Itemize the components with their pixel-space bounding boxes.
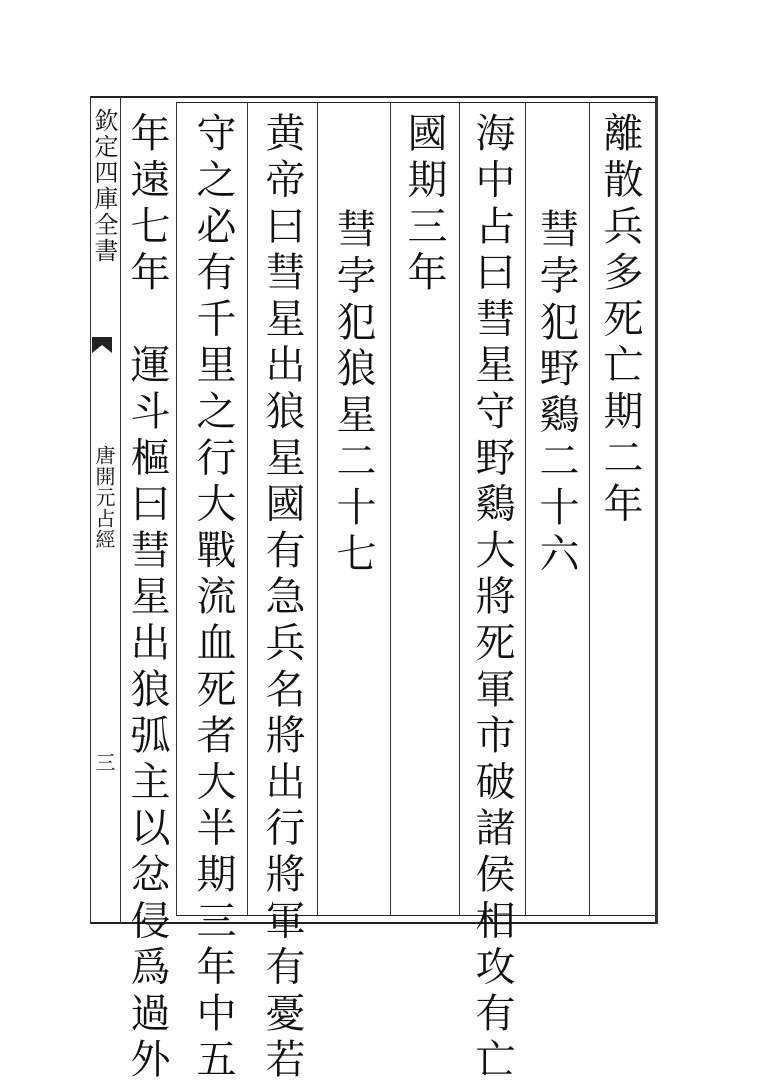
text-column-2: 彗孛犯野鷄二十六 <box>533 208 579 579</box>
column-divider <box>459 102 460 916</box>
text-column-8: 年遠七年 運斗樞曰彗星出狼弧主以忿侵爲過外 <box>124 112 170 1084</box>
column-divider <box>525 102 526 916</box>
frame-top-inner-line <box>176 102 658 103</box>
text-column-3: 海中占曰彗星守野鷄大將死軍市破諸侯相攻有亡 <box>469 112 515 1084</box>
margin-page-number: 三 <box>92 752 116 773</box>
text-column-1: 離散兵多死亡期二年 <box>597 112 643 529</box>
column-divider <box>390 102 391 916</box>
column-divider <box>176 102 177 916</box>
column-divider <box>589 102 590 916</box>
margin-book-title: 唐開元占經 <box>92 445 116 550</box>
frame-bottom-inner-line <box>176 915 658 916</box>
margin-series-title: 欽定四庫全書 <box>90 108 118 264</box>
margin-column-line <box>120 96 121 924</box>
fishtail-mark-icon <box>91 336 113 354</box>
column-divider <box>247 102 248 916</box>
frame-right-border <box>655 96 658 924</box>
text-column-4: 國期三年 <box>401 112 447 298</box>
text-column-5: 彗孛犯狼星二十七 <box>330 208 376 579</box>
text-column-7: 守之必有千里之行大戰流血死者大半期三年中五 <box>190 112 236 1084</box>
frame-bottom-line <box>90 922 658 924</box>
column-divider <box>317 102 318 916</box>
text-column-6: 黄帝曰彗星出狼星國有急兵名將出行將軍有憂若 <box>259 112 305 1084</box>
frame-top-line <box>90 96 658 98</box>
